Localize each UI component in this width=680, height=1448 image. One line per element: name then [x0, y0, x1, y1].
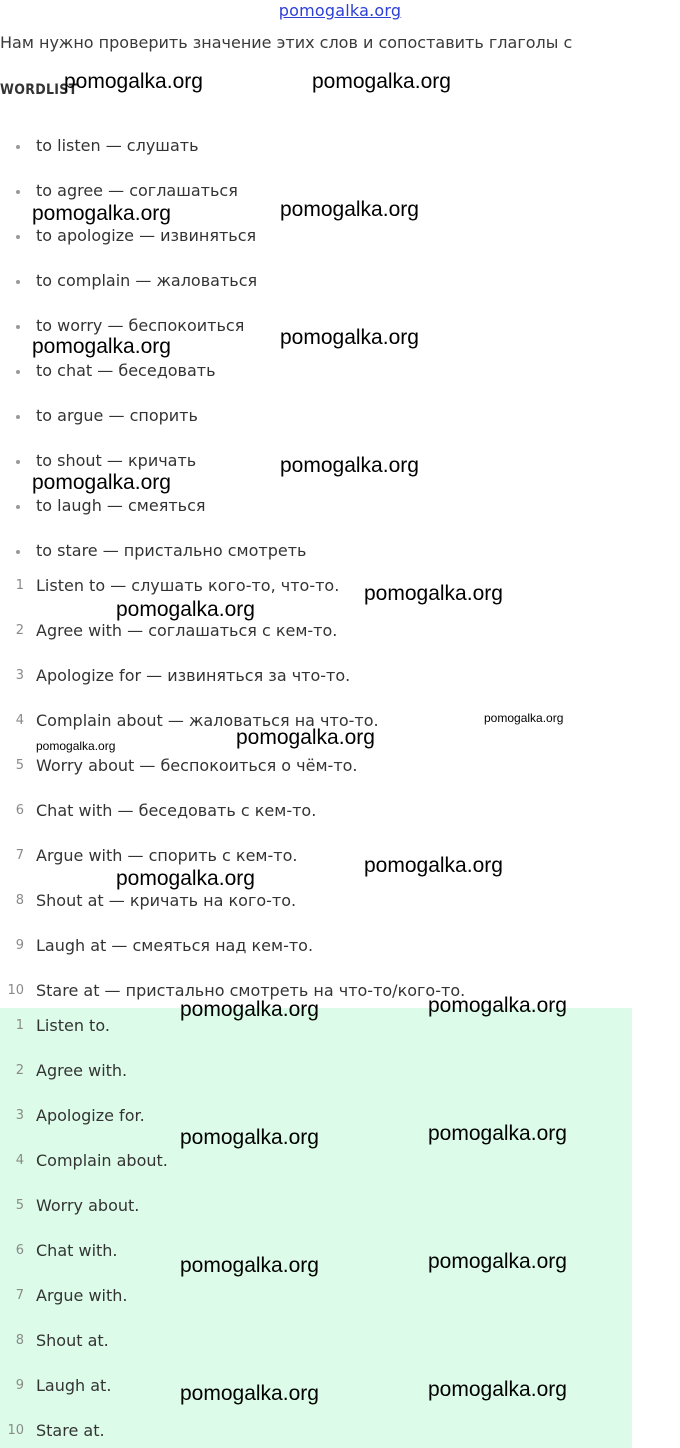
watermark: pomogalka.org — [280, 454, 419, 477]
watermark: pomogalka.org — [116, 867, 255, 890]
watermark: pomogalka.org — [64, 70, 203, 93]
bullet-icon — [16, 325, 20, 329]
watermark: pomogalka.org — [428, 1250, 567, 1273]
watermark: pomogalka.org — [280, 326, 419, 349]
watermark: pomogalka.org — [428, 1378, 567, 1401]
intro-text: Нам нужно проверить значение этих слов и сопоставить глаголы с — [0, 33, 573, 52]
watermark: pomogalka.org — [32, 335, 171, 358]
watermark: pomogalka.org — [180, 998, 319, 1021]
watermark: pomogalka.org — [236, 726, 375, 749]
watermark: pomogalka.org — [116, 598, 255, 621]
bullet-icon — [16, 415, 20, 419]
bullet-icon — [16, 145, 20, 149]
watermark: pomogalka.org — [312, 70, 451, 93]
site-link[interactable]: pomogalka.org — [278, 1, 402, 20]
watermark: pomogalka.org — [364, 582, 503, 605]
bullet-icon — [16, 460, 20, 464]
watermark: pomogalka.org — [32, 202, 171, 225]
bullet-icon — [16, 280, 20, 284]
watermark: pomogalka.org — [364, 854, 503, 877]
watermark: pomogalka.org — [428, 994, 567, 1017]
bullet-icon — [16, 370, 20, 374]
watermark: pomogalka.org — [484, 711, 564, 725]
bullet-icon — [16, 190, 20, 194]
watermark: pomogalka.org — [180, 1382, 319, 1405]
watermark: pomogalka.org — [32, 471, 171, 494]
watermark: pomogalka.org — [180, 1126, 319, 1149]
watermark: pomogalka.org — [280, 198, 419, 221]
wordlist-title: WORDLIST — [0, 82, 78, 98]
watermark: pomogalka.org — [36, 739, 116, 753]
bullet-icon — [16, 505, 20, 509]
bullet-icon — [16, 550, 20, 554]
watermark: pomogalka.org — [180, 1254, 319, 1277]
watermark: pomogalka.org — [428, 1122, 567, 1145]
bullet-icon — [16, 235, 20, 239]
